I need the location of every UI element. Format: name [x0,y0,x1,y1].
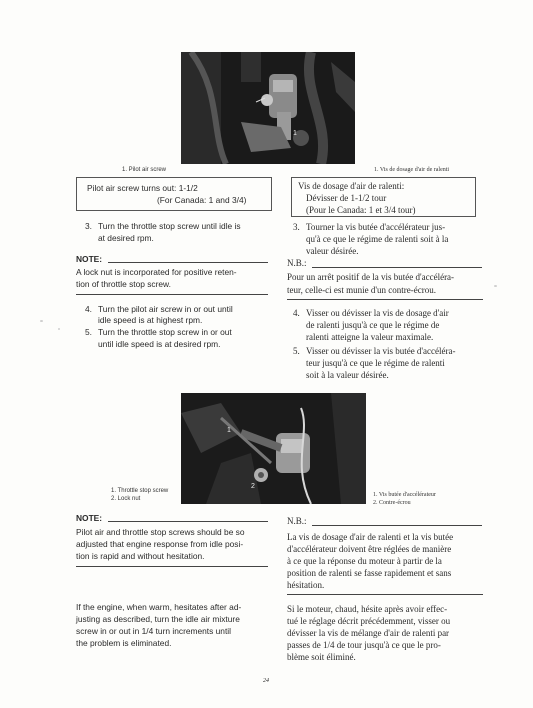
note1-fr-heading: N.B.: [287,258,307,268]
step3-fr-line1: Tourner la vis butée d'accélérateur jus- [306,222,446,232]
step4-fr-line1: Visser ou dévisser la vis de dosage d'air [306,308,449,318]
note1-en-line2: tion of throttle stop screw. [76,279,171,289]
scan-speck [40,320,43,322]
note2-fr-line3: à ce que la réponse du moteur à partir de la [287,556,442,566]
note2-en-bottom-rule [76,566,268,567]
spec-box-en [76,177,272,211]
callout-1: 1 [293,130,297,137]
figure2-caption-en-2: 2. Lock nut [111,496,141,502]
note1-fr-top-rule [312,267,482,268]
scan-speck [494,285,497,287]
final-en-line1: If the engine, when warm, hesitates after ad- [76,602,242,612]
step3-en-number: 3. [85,221,92,231]
final-fr-line3: dévisser la vis de mélange d'air de ralenti par [287,628,450,638]
spec-box-fr [291,177,476,217]
note1-fr-bottom-rule [287,299,483,300]
final-en-line4: the problem is eliminated. [76,638,172,648]
step4-fr-line2: de ralenti jusqu'à ce que le régime de [306,320,440,330]
final-fr-line1: Si le moteur, chaud, hésite après avoir effec- [287,604,448,614]
figure2-caption-en-1: 1. Throttle stop screw [111,488,169,494]
spec-fr-line3: (Pour le Canada: 1 et 3/4 tour) [306,205,416,215]
final-fr-line5: blème soit éliminé. [287,652,356,662]
step3-en-line2: at desired rpm. [98,233,154,243]
step5-en-line2: until idle speed is at desired rpm. [98,339,221,349]
callout-1: 1 [227,427,231,434]
page-number: 24 [263,678,269,684]
step5-fr-line1: Visser ou dévisser la vis butée d'accéléra- [306,346,456,356]
step3-fr-number: 3. [293,222,300,232]
final-en-line2: justing as described, turn the idle air mixture [76,614,240,624]
note1-fr-line1: Pour un arrêt positif de la vis butée d'accéléra- [287,272,455,282]
step5-en-number: 5. [85,327,92,337]
final-en-line3: screw in or out in 1/4 turn increments until [76,626,232,636]
note2-en-line2: adjusted that engine response from idle posi- [76,539,244,549]
step3-en-line1: Turn the throttle stop screw until idle is [98,221,241,231]
callout-2: 2 [251,483,255,490]
note2-fr-top-rule [312,525,482,526]
spec-en-line1: Pilot air screw turns out: 1-1/2 [87,183,198,193]
note1-en-line1: A lock nut is incorporated for positive reten- [76,267,237,277]
note2-en-top-rule [108,521,268,522]
step3-fr-line3: valeur désirée. [306,246,359,256]
pilot-air-screw-photo [181,52,355,164]
spec-fr-line2: Dévisser de 1-1/2 tour [306,193,387,203]
spec-en-line2: (For Canada: 1 and 3/4) [157,195,247,205]
step5-fr-line3: soit à la valeur désirée. [306,370,389,380]
final-fr-line2: tué le réglage décrit précédemment, visser ou [287,616,451,626]
figure1-caption-fr: 1. Vis de dosage d'air de ralenti [374,167,450,173]
note1-fr-line2: teur, celle-ci est munie d'un contre-écrou. [287,285,436,295]
step4-en-number: 4. [85,304,92,314]
note2-en-line1: Pilot air and throttle stop screws should be so [76,527,245,537]
step5-fr-number: 5. [293,346,300,356]
step3-fr-line2: qu'à ce que le régime de ralenti soit à la [306,234,449,244]
note2-en-line3: tion is rapid and without hesitation. [76,551,205,561]
note2-fr-line2: d'accélérateur doivent être réglées de manière [287,544,452,554]
step4-fr-line3: ralenti atteigne la valeur maximale. [306,332,434,342]
figure2-caption-fr-1: 1. Vis butée d'accélérateur [373,492,436,498]
step5-en-line1: Turn the throttle stop screw in or out [98,327,232,337]
note2-fr-heading: N.B.: [287,516,307,526]
figure2-caption-fr-2: 2. Contre-écrou [373,500,411,506]
note2-fr-line4: position de ralenti se fasse rapidement et sans [287,568,452,578]
note1-en-heading: NOTE: [76,254,103,264]
note2-fr-line1: La vis de dosage d'air de ralenti et la vis butée [287,532,454,542]
final-fr-line4: passes de 1/4 de tour jusqu'à ce que le pro- [287,640,441,650]
step4-fr-number: 4. [293,308,300,318]
note2-fr-bottom-rule [287,594,483,595]
note1-en-bottom-rule [76,294,268,295]
throttle-stop-screw-photo [181,393,366,504]
note2-en-heading: NOTE: [76,513,103,523]
figure1-caption-en: 1. Pilot air screw [122,167,167,173]
step5-fr-line2: teur jusqu'à ce que le régime de ralenti [306,358,445,368]
note1-en-top-rule [108,262,268,263]
spec-fr-line1: Vis de dosage d'air de ralenti: [298,181,405,191]
step4-en-line2: idle speed is at highest rpm. [98,315,203,325]
note2-fr-line5: hésitation. [287,580,325,590]
step4-en-line1: Turn the pilot air screw in or out until [98,304,233,314]
scan-speck [58,328,60,330]
